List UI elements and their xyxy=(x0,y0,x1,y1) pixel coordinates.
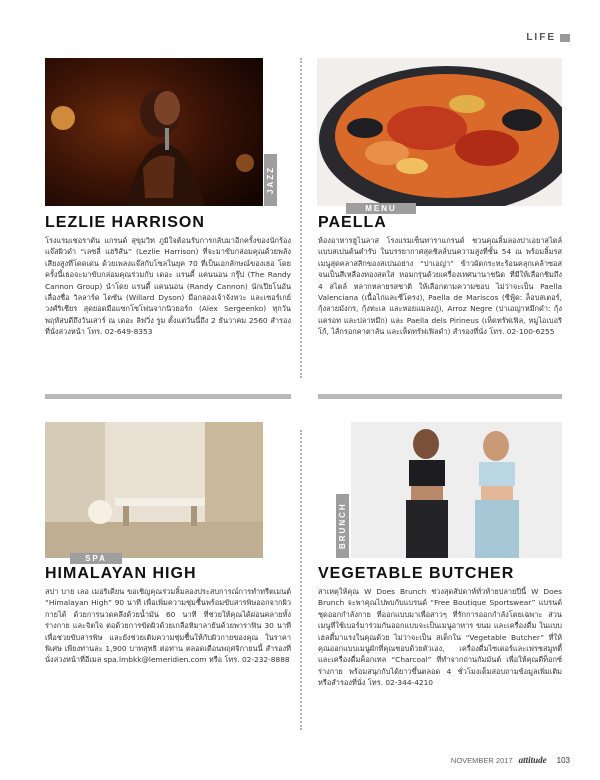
section-label xyxy=(526,32,570,43)
column-divider-top xyxy=(300,58,302,378)
column-divider-bottom xyxy=(300,430,302,730)
section-bar-icon xyxy=(560,34,570,42)
issue-date: NOVEMBER 2017 xyxy=(450,756,513,765)
spa-room-photo xyxy=(45,422,263,558)
magazine-name: attitude xyxy=(518,755,547,765)
category-tag-text: MENU xyxy=(365,204,397,213)
section-name: LIFE xyxy=(526,32,556,43)
sportswear-models-photo xyxy=(351,422,562,558)
article-title: PAELLA xyxy=(318,214,387,231)
page-number: 103 xyxy=(556,756,570,765)
category-tag-text: BRUNCH xyxy=(338,502,347,550)
article-body: สาเหตุให้คุณ W Does Brunch ช่วงสุดสัปดาห์ทั่วท้ายปลายปีนี้ W Does Brunch จะพาคุณไปพบกับแบรนด์ “Free Boutique Sportswear” แบรนด์ชุดออกกำลังกาย ที่ออกแบบมาเพื่อสาวๆ ที่รักการออกกำลังโดยเฉพาะ ส่วนเมนูที่ใช้เบอร์มาร่วมกันออกแบบจะเป็นเมนูอาหาร ขนม และเครื่องดื่ม ในแบบเฮลตี้มาแรงในคุณด้วย ไม่ว่าจะเป็น สเต็กใน “Vegetable Butcher” ที่ให้คุณออกแบบเมนูผักที่คุณชอบด้วยตัวเอง, เครื่องดื่มไซเดอร์และเฟรชสมูทตี้และเครื่องดื่มค็อกเทล “Charcoal” ที่ทำจากถ่านกัมมันต์ เพื่อให้คุณดีท็อกซ์ร่างกาย พร้อมสนุกกับได้ยาวขึ้นตลอด 4 ชั่วโมงเต็มสอบถามข้อมูลเพิ่มเติมหรือสำรองที่นั่ง โทร. 02-344-4210 xyxy=(318,587,562,688)
article-title: HIMALAYAN HIGH xyxy=(45,565,197,582)
page-footer xyxy=(451,755,570,765)
category-tag-text: JAZZ xyxy=(266,166,275,194)
row-divider-left xyxy=(45,394,291,399)
row-divider-right xyxy=(318,394,562,399)
category-tag-jazz xyxy=(264,154,277,206)
category-tag-text: SPA xyxy=(85,554,107,563)
article-body: ห้องอาหารฮูไนลาส โรงแรมเซ็นทาราแกรนด์ ชวนคุณลิ้มลองปาเอยาสไตล์แบบสเปนต้นตำรับ ในบรรยากาศสุดชิลล์บนความสูงที่ชั้น 54 ณ พร้อมลิ้มรสเมนูสุดคลาสสิกของสเปนอย่าง “ปาเอญ่า” ข้าวผัดกระทะร้อนคลุกเคล้าซอสจนเป็นสีเหลืองทองสดใส หอมกรุ่นด้วยเครื่องเทศนานาชนิด ที่มีให้เลือกชิมถึง 4 สไตล์ หลากหลายรสชาติ ให้เลือกตามความชอบ ไม่ว่าจะเป็น Paella Valenciana (เนื้อไก่และซี่โครง), Paella de Mariscos (ซีฟู้ด: ล็อบสเตอร์, กุ้งลายมังกร, กุ้งทะเล และหอยแมลงภู่), Arroz Negre (ปาเอญ่าหมึกดำ: กุ้ง แครอท และปลาหมึก) และ Paella dels Pirineus (เห็ดทรัฟเฟิล, หมูไอเบอริโก้, ไส้กรอกคาตาลัน และเห็ดทรัฟเฟิลดำ) สำรองที่นั่ง โทร. 02-100-6255 xyxy=(318,236,562,337)
jazz-singer-photo xyxy=(45,58,263,206)
article-title: VEGETABLE BUTCHER xyxy=(318,565,515,582)
article-title: LEZLIE HARRISON xyxy=(45,214,205,231)
article-body: โรงแรมเชอราตัน แกรนด์ สุขุมวิท ภูมิใจต้อนรับการกลับมาอีกครั้งของนักร้องแจ๊สผิวดำ “เลซลี่ แฮริสัน” (Lezlie Harrison) ที่จะมาขับกล่อมคุณด้วยพลังเสียงสูงที่โดดเด่น ด้วยเพลงแจ๊สกับโซลในยุค 70 ที่เป็นเอกลักษณ์ของเธอ โดยครั้งนี้เธอจะมาขับกล่อมคุณร่วมกับ เดอะ แรนดี้ แคนนอน กรุ๊ป (The Randy Cannon Group) นำโดย แรนดี้ แคนนอน (Randy Cannon) นักเปียโนอันเลื่องชื่อ วิลลาร์ด ไดซัน (Willard Dyson) มือกลองเจ้าจังหวะ และเซอร์เกย์ วงศ์ริเชียร สุดยอดมือแซกโซโฟนจากนิวยอร์ก (Alex Sergeenko) ทุกวันพฤหัสบดีถึงวันเสาร์ ณ เดอะ ลิฟวิ่ง รูม ตั้งแต่วันนี้ถึง 2 ธันวาคม 2560 สำรองที่นั่งล่วงหน้า โทร. 02-649-8353 xyxy=(45,236,291,337)
category-tag-menu xyxy=(346,203,416,214)
category-tag-spa xyxy=(70,553,122,564)
category-tag-brunch xyxy=(336,494,349,558)
article-body: สปา บาย เลอ เมอริเดียน ขอเชิญคุณร่วมลิ้มลองประสบการณ์การทำทรีตเมนต์ “Himalayan High” 90 นาที เพื่อเพิ่มความชุ่มชื้นพร้อมขับสารพิษออกจากผิวกายได้ ด้วยการนวดคลึงด้วยน้ำมัน 60 นาที ที่ช่วยให้คุณได้ผ่อนคลายทั้งร่างกาย และจิตใจ ต่อด้วยการขัดผิวด้วยเกลือหิมาลายันด้วยพาราฟิน 30 นาที เพื่อช่วยขับสารพิษ และยังช่วยเติมความชุ่มชื้นให้กับผิวกายของคุณ ในราคาพิเศษ เพียงท่านละ 1,900 บาทสุทธิ ต่อท่าน ตลอดเดือนพฤศจิกายนนี้ สำรองที่นั่งล่วงหน้าที่อีเมล spa.lmbkk@lemeridien.com หรือ โทร. 02-232-8888 xyxy=(45,587,291,665)
paella-photo xyxy=(317,58,562,206)
